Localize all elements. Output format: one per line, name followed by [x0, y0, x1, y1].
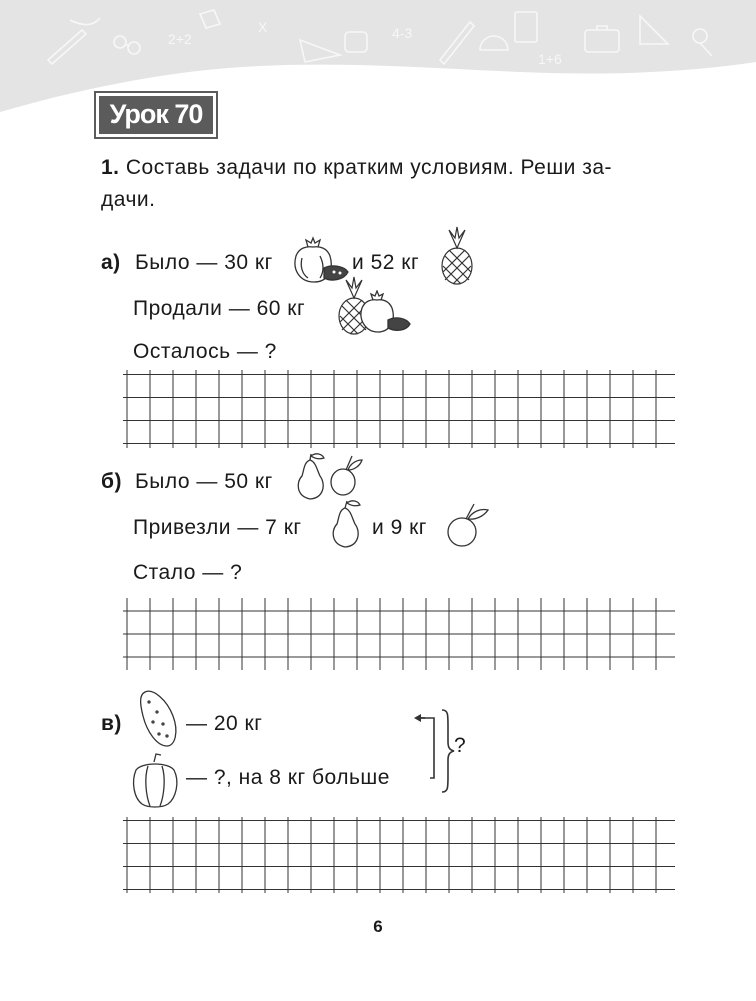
- lesson-badge: [96, 93, 216, 137]
- task-instruction-line2: дачи.: [101, 188, 156, 211]
- pear-icon: [327, 498, 367, 550]
- part-a-line3: Осталось — ?: [133, 340, 277, 363]
- part-a-line2: Продали — 60 кг: [133, 297, 306, 320]
- answer-grid-b[interactable]: [123, 598, 675, 670]
- cucumber-icon: [133, 686, 181, 750]
- part-a-line1: Было — 30 кг: [135, 251, 273, 274]
- lemon-icon: [326, 452, 366, 498]
- task-text: Составь задачи по кратким условиям. Реши за-: [125, 156, 613, 179]
- part-c-line2: — ?, на 8 кг больше: [186, 766, 390, 789]
- part-c-marker: в): [101, 712, 122, 735]
- answer-grid-a[interactable]: [123, 370, 675, 448]
- part-a-line1-mid: и 52 кг: [352, 251, 420, 274]
- pepper-icon: [128, 752, 182, 810]
- answer-grid-c[interactable]: [123, 817, 675, 893]
- page-number: 6: [373, 917, 383, 936]
- part-b-line2: Привезли — 7 кг: [133, 516, 302, 539]
- pomegranate-icon: [356, 290, 412, 336]
- doodle-text: X: [258, 19, 268, 35]
- pear-icon: [292, 452, 330, 502]
- part-a-marker: а): [101, 251, 121, 274]
- doodle-text: 1+6: [538, 51, 562, 67]
- lesson-label: Урок 70: [109, 99, 203, 129]
- part-b-line2-mid: и 9 кг: [372, 516, 427, 539]
- task-instruction-line1: [101, 156, 612, 180]
- doodle-text: 2+2: [168, 31, 192, 47]
- part-c-total: ?: [454, 734, 467, 757]
- task-number: 1.: [101, 156, 120, 179]
- part-b-marker: б): [101, 470, 122, 493]
- pineapple-icon: [437, 226, 477, 286]
- part-c-line1: — 20 кг: [186, 712, 263, 735]
- part-b-line3: Стало — ?: [133, 561, 243, 584]
- doodle-text: 4-3: [392, 25, 413, 41]
- lemon-icon: [444, 500, 492, 550]
- part-b-line1: Было — 50 кг: [135, 470, 273, 493]
